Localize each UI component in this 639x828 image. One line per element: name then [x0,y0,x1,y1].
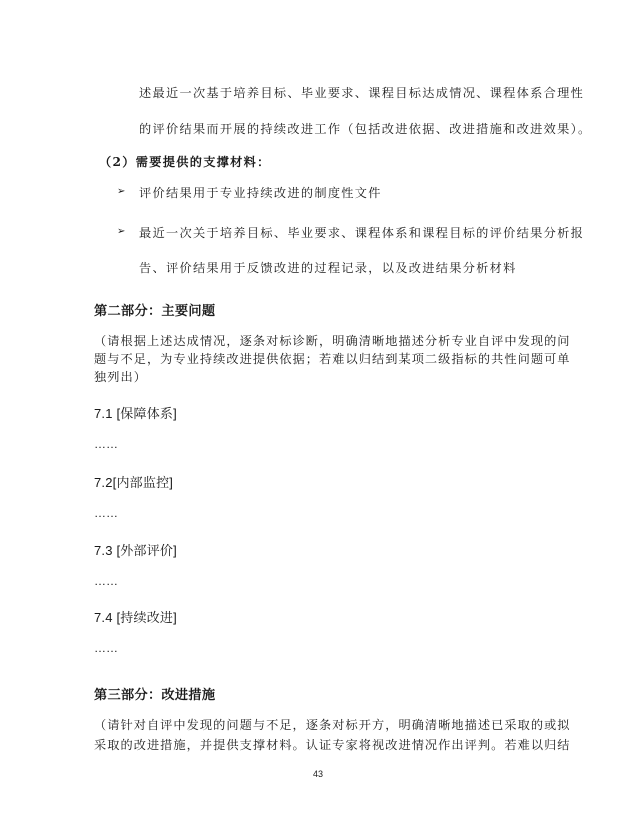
materials-item-1: 评价结果用于专业持续改进的制度性文件 [139,186,382,200]
part2-title: 第二部分：主要问题 [94,304,216,319]
arrow-bullet-icon: ➢ [117,226,126,237]
section-7-4-title: 7.4 [持续改进] [94,610,177,625]
section-7-2-title: 7.2[内部监控] [94,475,174,490]
part2-desc-line-2: 题与不足，为专业持续改进提供依据；若难以归结到某项二级指标的共性问题可单 [94,352,571,366]
section-7-4-body: …… [94,641,118,655]
materials-heading: （2）需要提供的支撑材料： [99,155,271,169]
part3-desc-line-1: （请针对自评中发现的问题与不足，逐条对标开方，明确清晰地描述已采取的或拟 [94,718,571,732]
part3-title: 第三部分：改进措施 [94,688,216,703]
intro-line-2: 的评价结果而开展的持续改进工作（包括改进依据、改进措施和改进效果）。 [139,122,592,136]
part2-desc-line-3: 独列出） [94,370,147,384]
section-7-2-body: …… [94,506,118,520]
page-number: 43 [313,769,324,779]
section-7-3-body: …… [94,574,118,588]
part2-desc-line-1: （请根据上述达成情况，逐条对标诊断，明确清晰地描述分析专业自评中发现的问 [94,334,571,348]
materials-item-2: 最近一次关于培养目标、毕业要求、课程体系和课程目标的评价结果分析报 [139,226,585,240]
section-7-1-body: …… [94,437,118,451]
section-7-1-title: 7.1 [保障体系] [94,406,177,421]
materials-item-2-cont: 告、评价结果用于反馈改进的过程记录，以及改进结果分析材料 [139,261,517,275]
intro-line-1: 述最近一次基于培养目标、毕业要求、课程目标达成情况、课程体系合理性 [139,86,585,100]
arrow-bullet-icon: ➢ [117,186,126,197]
section-7-3-title: 7.3 [外部评价] [94,543,177,558]
part3-desc-line-2: 采取的改进措施，并提供支撑材料。认证专家将视改进情况作出评判。若难以归结 [94,738,571,752]
